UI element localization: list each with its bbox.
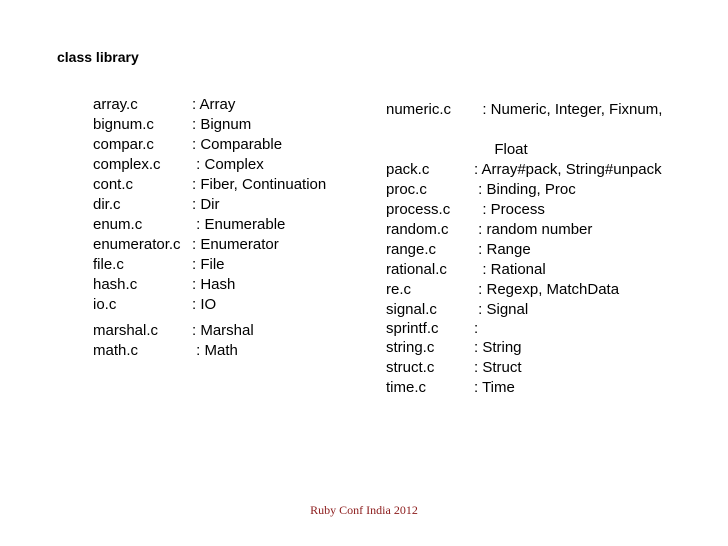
class-name: : Range xyxy=(474,241,531,258)
class-name: : Bignum xyxy=(192,116,252,133)
class-name: Float xyxy=(486,141,528,158)
file-name: re.c xyxy=(386,281,412,298)
file-name: dir.c xyxy=(93,196,121,213)
file-name: rational.c xyxy=(386,261,447,278)
file-name: marshal.c xyxy=(93,322,159,339)
class-name: : Enumerator xyxy=(192,236,279,253)
file-name: signal.c xyxy=(386,301,437,318)
file-name: hash.c xyxy=(93,276,138,293)
file-name: sprintf.c xyxy=(386,320,439,337)
class-name: : Signal xyxy=(474,301,529,318)
class-name: : Binding, Proc xyxy=(474,181,576,198)
class-name: : Array xyxy=(192,96,236,113)
file-name: bignum.c xyxy=(93,116,154,133)
file-name: process.c xyxy=(386,201,451,218)
class-name: : Enumerable xyxy=(192,216,286,233)
file-name: file.c xyxy=(93,256,124,273)
file-name: pack.c xyxy=(386,161,430,178)
class-name: : Numeric, Integer, Fixnum, xyxy=(474,101,663,118)
file-name: array.c xyxy=(93,96,138,113)
file-name: compar.c xyxy=(93,136,154,153)
class-name: : xyxy=(474,320,479,337)
class-name: : String xyxy=(474,339,522,356)
file-name: cont.c xyxy=(93,176,134,193)
class-name: : Time xyxy=(474,379,515,396)
file-name: range.c xyxy=(386,241,437,258)
slide-title: class library xyxy=(57,49,139,65)
class-name: : File xyxy=(192,256,225,273)
file-name: enumerator.c xyxy=(93,236,181,253)
file-name: time.c xyxy=(386,379,427,396)
file-name: proc.c xyxy=(386,181,427,198)
file-name: struct.c xyxy=(386,359,435,376)
file-name: math.c xyxy=(93,342,139,359)
class-name: : Rational xyxy=(474,261,546,278)
file-name: io.c xyxy=(93,296,117,313)
class-name: : Array#pack, String#unpack xyxy=(474,161,662,178)
slide-footer: Ruby Conf India 2012 xyxy=(310,503,418,517)
class-name: : Hash xyxy=(192,276,236,293)
file-name: numeric.c xyxy=(386,101,452,118)
file-name: random.c xyxy=(386,221,449,238)
class-name: : Process xyxy=(474,201,545,218)
file-name: enum.c xyxy=(93,216,143,233)
class-name: : Math xyxy=(192,342,238,359)
class-name: : Fiber, Continuation xyxy=(192,176,327,193)
class-name: : Marshal xyxy=(192,322,254,339)
class-name: : Complex xyxy=(192,156,264,173)
class-name: : Struct xyxy=(474,359,522,376)
class-name: : IO xyxy=(192,296,217,313)
file-name: complex.c xyxy=(93,156,161,173)
class-name: : Regexp, MatchData xyxy=(474,281,620,298)
class-name: : Dir xyxy=(192,196,220,213)
file-name: string.c xyxy=(386,339,435,356)
class-name: : Comparable xyxy=(192,136,283,153)
class-name: : random number xyxy=(474,221,593,238)
